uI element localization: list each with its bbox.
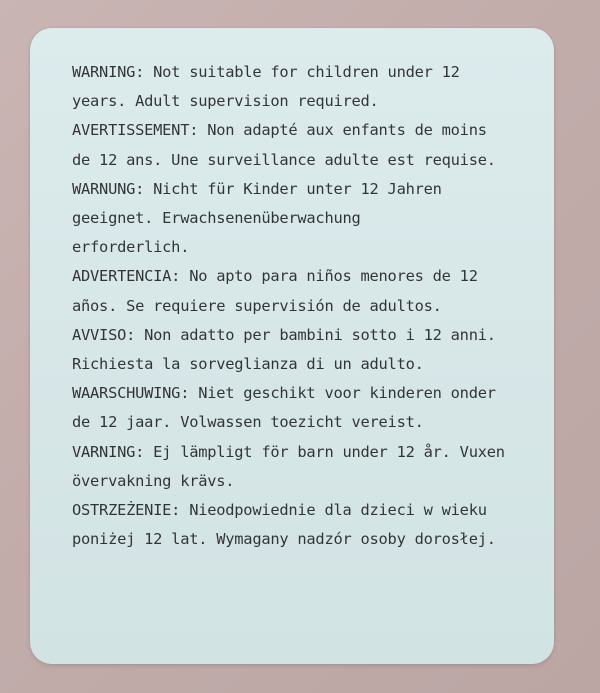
warning-german: WARNUNG: Nicht für Kinder unter 12 Jahren geeignet. Erwachsenenüberwachung erforderlich. bbox=[72, 179, 442, 257]
warning-spanish: ADVERTENCIA: No apto para niños menores de 12 años. Se requiere supervisión de adultos. bbox=[72, 267, 478, 315]
warning-label-card bbox=[30, 28, 554, 664]
warning-french: AVERTISSEMENT: Non adapté aux enfants de moins de 12 ans. Une surveillance adulte est requise. bbox=[72, 121, 496, 169]
warning-polish: OSTRZEŻENIE: Nieodpowiednie dla dzieci w wieku poniżej 12 lat. Wymagany nadzór osoby dorosłej. bbox=[72, 501, 496, 549]
warning-swedish: VARNING: Ej lämpligt för barn under 12 år. Vuxen övervakning krävs. bbox=[72, 442, 505, 490]
warning-text-block bbox=[72, 58, 542, 554]
warning-italian: AVVISO: Non adatto per bambini sotto i 12 anni. Richiesta la sorveglianza di un adulto. bbox=[72, 325, 496, 374]
warning-dutch: WAARSCHUWING: Niet geschikt voor kinderen onder de 12 jaar. Volwassen toezicht vereist. bbox=[72, 384, 496, 432]
warning-english: WARNING: Not suitable for children under 12 years. Adult supervision required. bbox=[72, 63, 460, 111]
